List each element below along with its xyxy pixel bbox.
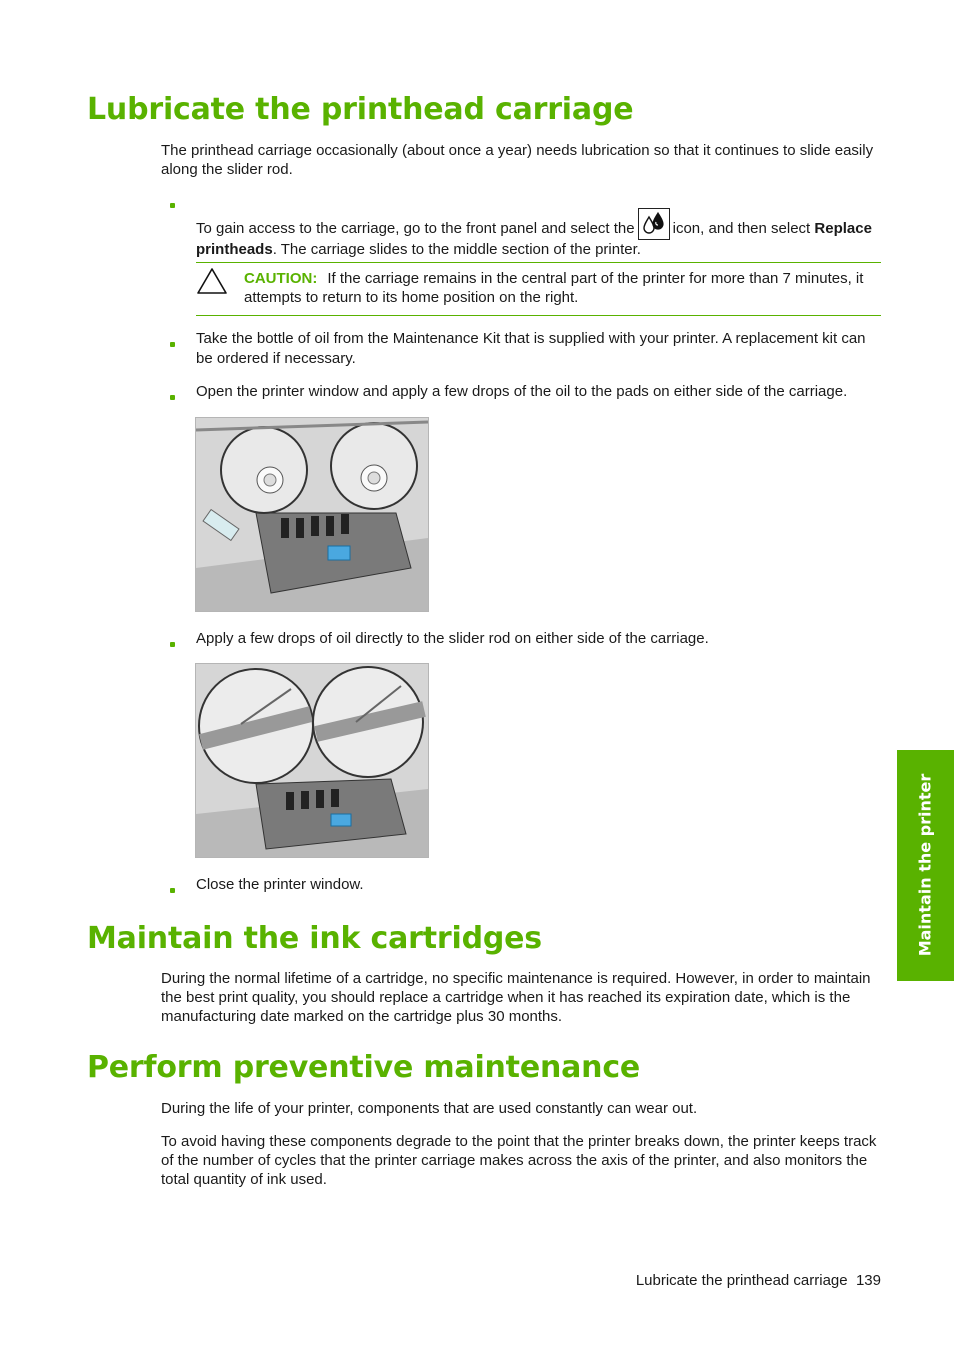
step-1-text-a: To gain access to the carriage, go to the front panel and select the bbox=[196, 220, 635, 237]
page-footer bbox=[636, 1272, 881, 1289]
ink-drops-icon bbox=[638, 208, 670, 240]
step-1-text bbox=[196, 208, 882, 260]
side-tab-label: Maintain the printer bbox=[915, 773, 935, 957]
heading-lubricate: Lubricate the printhead carriage bbox=[87, 92, 634, 127]
ink-cartridges-paragraph: During the normal lifetime of a cartridge, no specific maintenance is required. However, in order to maintain the best print quality, you should replace a cartridge when it has reached its expiration date, which is the manufacturing date marked on the cartridge plus 30 months. bbox=[161, 970, 871, 1025]
step-bullet bbox=[170, 342, 175, 347]
caution-icon bbox=[196, 267, 228, 295]
step-bullet bbox=[170, 203, 175, 208]
carriage-pads-illustration bbox=[195, 417, 429, 612]
step-2-text: Take the bottle of oil from the Maintenance Kit that is supplied with your printer. A replacement kit can be ordered if necessary. bbox=[196, 330, 866, 367]
step-1-text-c: . The carriage slides to the middle section of the printer. bbox=[272, 241, 641, 258]
step-bullet bbox=[170, 642, 175, 647]
caution-box bbox=[196, 262, 881, 316]
caution-label: CAUTION: bbox=[244, 270, 318, 287]
step-5-text: Close the printer window. bbox=[196, 876, 364, 893]
heading-ink-cartridges: Maintain the ink cartridges bbox=[87, 921, 542, 956]
footer-title: Lubricate the printhead carriage bbox=[635, 1272, 848, 1289]
heading-preventive-maintenance: Perform preventive maintenance bbox=[87, 1050, 641, 1085]
step-bullet bbox=[170, 888, 175, 893]
step-1-bold: Replace printheads bbox=[196, 220, 872, 258]
step-1-text-b: icon, and then select bbox=[672, 220, 811, 237]
slider-rod-illustration bbox=[195, 663, 429, 858]
intro-paragraph: The printhead carriage occasionally (about once a year) needs lubrication so that it continues to slide easily along the slider rod. bbox=[161, 142, 874, 178]
preventive-paragraph-1: During the life of your printer, components that are used constantly can wear out. bbox=[161, 1100, 698, 1117]
page-number: 139 bbox=[855, 1272, 881, 1289]
caution-text bbox=[244, 269, 881, 307]
step-bullet bbox=[170, 395, 175, 400]
step-4-text: Apply a few drops of oil directly to the slider rod on either side of the carriage. bbox=[196, 630, 709, 647]
step-3-text: Open the printer window and apply a few drops of the oil to the pads on either side of the carriage. bbox=[196, 383, 848, 400]
caution-body: If the carriage remains in the central part of the printer for more than 7 minutes, it attempts to return to its home position on the right. bbox=[244, 270, 864, 306]
chapter-side-tab bbox=[897, 750, 954, 981]
preventive-paragraph-2: To avoid having these components degrade to the point that the printer breaks down, the printer keeps track of the number of cycles that the printer carriage makes across the axis of the printer, and also monitors the total quantity of ink used. bbox=[161, 1133, 877, 1188]
